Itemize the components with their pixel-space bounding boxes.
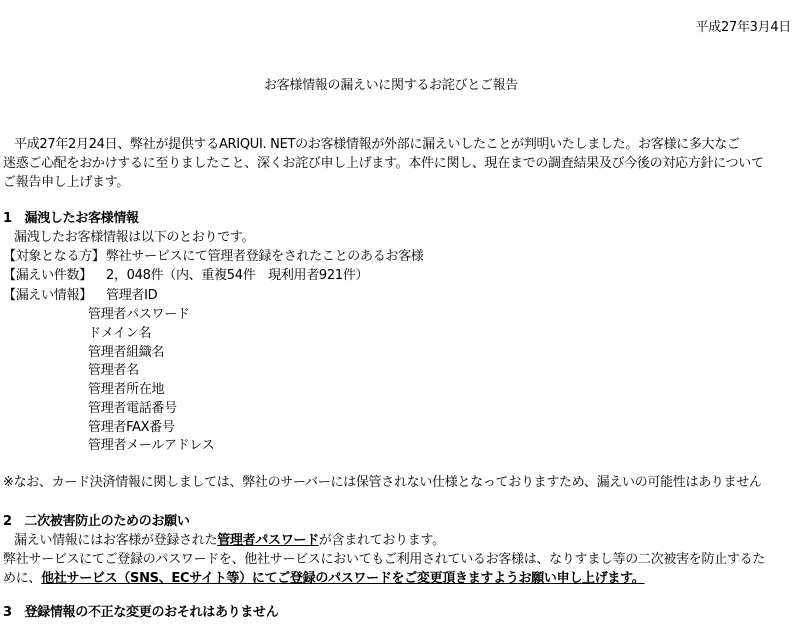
target-label: 【対象となる方】 <box>3 249 105 264</box>
document-title: お客様情報の漏えいに関するお詫びとご報告 <box>264 78 519 93</box>
password-change-request: 他社サービス（SNS、ECサイト等）にてご登録のパスワードをご変更頂きますようお願い申し上げます。 <box>41 571 645 586</box>
section-2-line-3 <box>3 569 645 588</box>
count-label: 【漏えい件数】 <box>3 268 92 283</box>
info-item: 管理者ID <box>106 288 158 303</box>
section-2-line-2: 弊社サービスにてご登録のパスワードを、他社サービスにおいてもご利用されているお客様は、なりすまし等の二次被害を防止するた <box>3 552 766 567</box>
section-2-line-1-pre: 漏えい情報にはお客様が登録された <box>14 533 218 548</box>
section-1-lead: 漏洩したお客様情報は以下のとおりです。 <box>14 230 255 245</box>
target-value: 弊社サービスにて管理者登録をされたことのあるお客様 <box>106 249 424 264</box>
admin-password-emphasis: 管理者パスワード <box>217 533 319 548</box>
info-item: 管理者電話番号 <box>88 401 177 416</box>
info-item: 管理者組織名 <box>88 345 165 360</box>
info-item: ドメイン名 <box>88 326 152 341</box>
intro-line-1: 平成27年2月24日、弊社が提供するARIQUI. NETのお客様情報が外部に漏えいしたことが判明いたしました。お客様に多大なご <box>14 137 740 152</box>
count-value: 2，048件（内、重複54件 現利用者921件） <box>106 268 369 283</box>
section-1-heading: 1 漏洩したお客様情報 <box>3 211 139 226</box>
section-2-line-1 <box>14 531 445 550</box>
section-2-line-1-post: が含まれております。 <box>318 533 445 548</box>
intro-line-2: 迷惑ご心配をおかけするに至りましたこと、深くお詫び申し上げます。本件に関し、現在までの調査結果及び今後の対応方針について <box>3 156 764 171</box>
intro-line-3: ご報告申し上げます。 <box>3 175 129 190</box>
section-2-heading: 2 二次被害防止のためのお願い <box>3 514 190 529</box>
info-item: 管理者パスワード <box>88 307 190 322</box>
info-item: 管理者FAX番号 <box>88 420 175 435</box>
card-payment-note: ※なお、カード決済情報に関しましては、弊社のサーバーには保管されない仕様となっておりますため、漏えいの可能性はありません <box>3 475 762 490</box>
section-3-heading: 3 登録情報の不正な変更のおそれはありません <box>3 605 279 620</box>
document-date: 平成27年3月4日 <box>695 20 791 35</box>
section-2-line-3-pre: めに、 <box>3 571 42 586</box>
info-item: 管理者名 <box>88 363 139 378</box>
info-label: 【漏えい情報】 <box>3 288 92 303</box>
info-item: 管理者所在地 <box>88 382 165 397</box>
info-item: 管理者メールアドレス <box>88 438 215 453</box>
